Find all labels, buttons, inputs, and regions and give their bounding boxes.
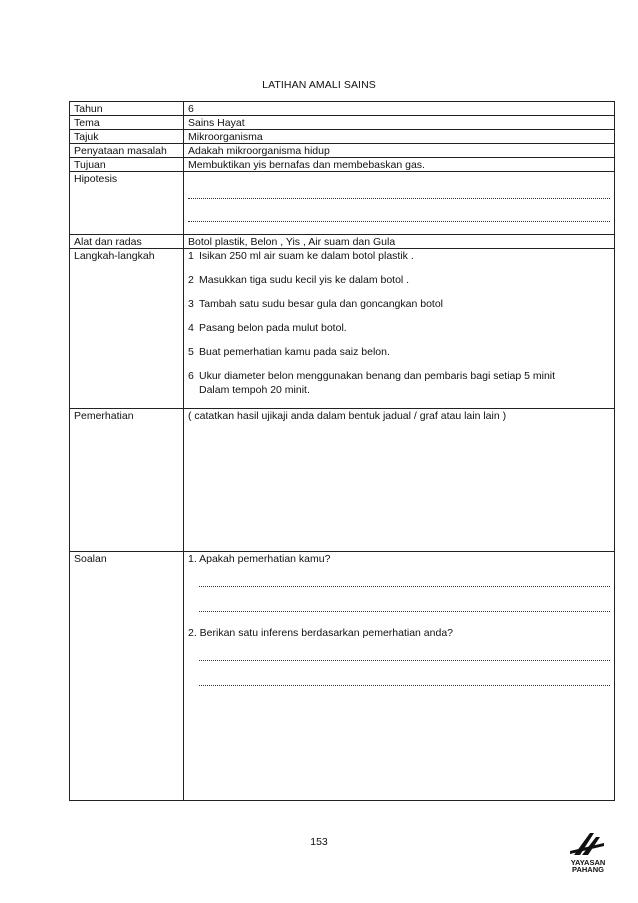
row-pemerhatian	[70, 409, 615, 552]
label-hipotesis: Hipotesis	[70, 172, 184, 235]
question-1: 1. Apakah pemerhatian kamu?	[188, 553, 331, 565]
row-penyataan	[70, 144, 615, 158]
page-number: 153	[310, 836, 328, 848]
step-item: 5 Buat pemerhatian kamu pada saiz belon.	[188, 346, 390, 358]
step-item: 3 Tambah satu sudu besar gula dan goncangkan botol	[188, 298, 444, 310]
row-tajuk	[70, 130, 615, 144]
answer-line[interactable]	[199, 684, 610, 686]
answer-line[interactable]	[199, 659, 610, 661]
logo-emblem-icon	[560, 829, 616, 859]
steps-list	[184, 249, 615, 409]
page-title: LATIHAN AMALI SAINS	[262, 79, 376, 91]
row-alat	[70, 235, 615, 249]
value-alat: Botol plastik, Belon , Yis , Air suam dan Gula	[184, 235, 615, 249]
answer-line[interactable]	[188, 197, 610, 199]
row-hipotesis	[70, 172, 615, 235]
worksheet-table	[69, 101, 615, 801]
label-alat: Alat dan radas	[70, 235, 184, 249]
step-continuation: Dalam tempoh 20 minit.	[199, 384, 310, 396]
label-tema: Tema	[70, 116, 184, 130]
label-soalan: Soalan	[70, 552, 184, 801]
row-tujuan	[70, 158, 615, 172]
question-2: 2. Berikan satu inferens berdasarkan pemerhatian anda?	[188, 627, 454, 639]
label-tahun: Tahun	[70, 102, 184, 116]
row-langkah	[70, 249, 615, 409]
pemerhatian-answer-area[interactable]	[184, 409, 615, 552]
value-tujuan: Membuktikan yis bernafas dan membebaskan gas.	[184, 158, 615, 172]
yayasan-pahang-logo	[560, 829, 616, 877]
answer-line[interactable]	[199, 585, 610, 587]
step-item: 2 Masukkan tiga sudu kecil yis ke dalam botol .	[188, 274, 410, 286]
question-2-answer[interactable]	[188, 659, 610, 686]
label-pemerhatian: Pemerhatian	[70, 409, 184, 552]
question-1-answer[interactable]	[188, 585, 610, 612]
pemerhatian-instruction: ( catatkan hasil ujikaji anda dalam bentuk jadual / graf atau lain lain )	[188, 410, 507, 422]
row-tema	[70, 116, 615, 130]
value-tahun: 6	[184, 102, 615, 116]
answer-line[interactable]	[199, 610, 610, 612]
logo-line1: YAYASAN	[570, 858, 606, 867]
label-tajuk: Tajuk	[70, 130, 184, 144]
answer-line[interactable]	[188, 220, 610, 222]
value-tajuk: Mikroorganisma	[184, 130, 615, 144]
step-item: 4 Pasang belon pada mulut botol.	[188, 322, 347, 334]
hipotesis-answer-area[interactable]	[184, 172, 615, 235]
step-item: 6 Ukur diameter belon menggunakan benang dan pembaris bagi setiap 5 minit	[188, 370, 556, 382]
logo-line2: PAHANG	[572, 865, 604, 874]
value-tema: Sains Hayat	[184, 116, 615, 130]
row-tahun	[70, 102, 615, 116]
soalan-area	[184, 552, 615, 801]
label-langkah: Langkah-langkah	[70, 249, 184, 409]
value-penyataan: Adakah mikroorganisma hidup	[184, 144, 615, 158]
label-penyataan: Penyataan masalah	[70, 144, 184, 158]
label-tujuan: Tujuan	[70, 158, 184, 172]
step-item: 1 Isikan 250 ml air suam ke dalam botol plastik .	[188, 250, 414, 262]
row-soalan	[70, 552, 615, 801]
